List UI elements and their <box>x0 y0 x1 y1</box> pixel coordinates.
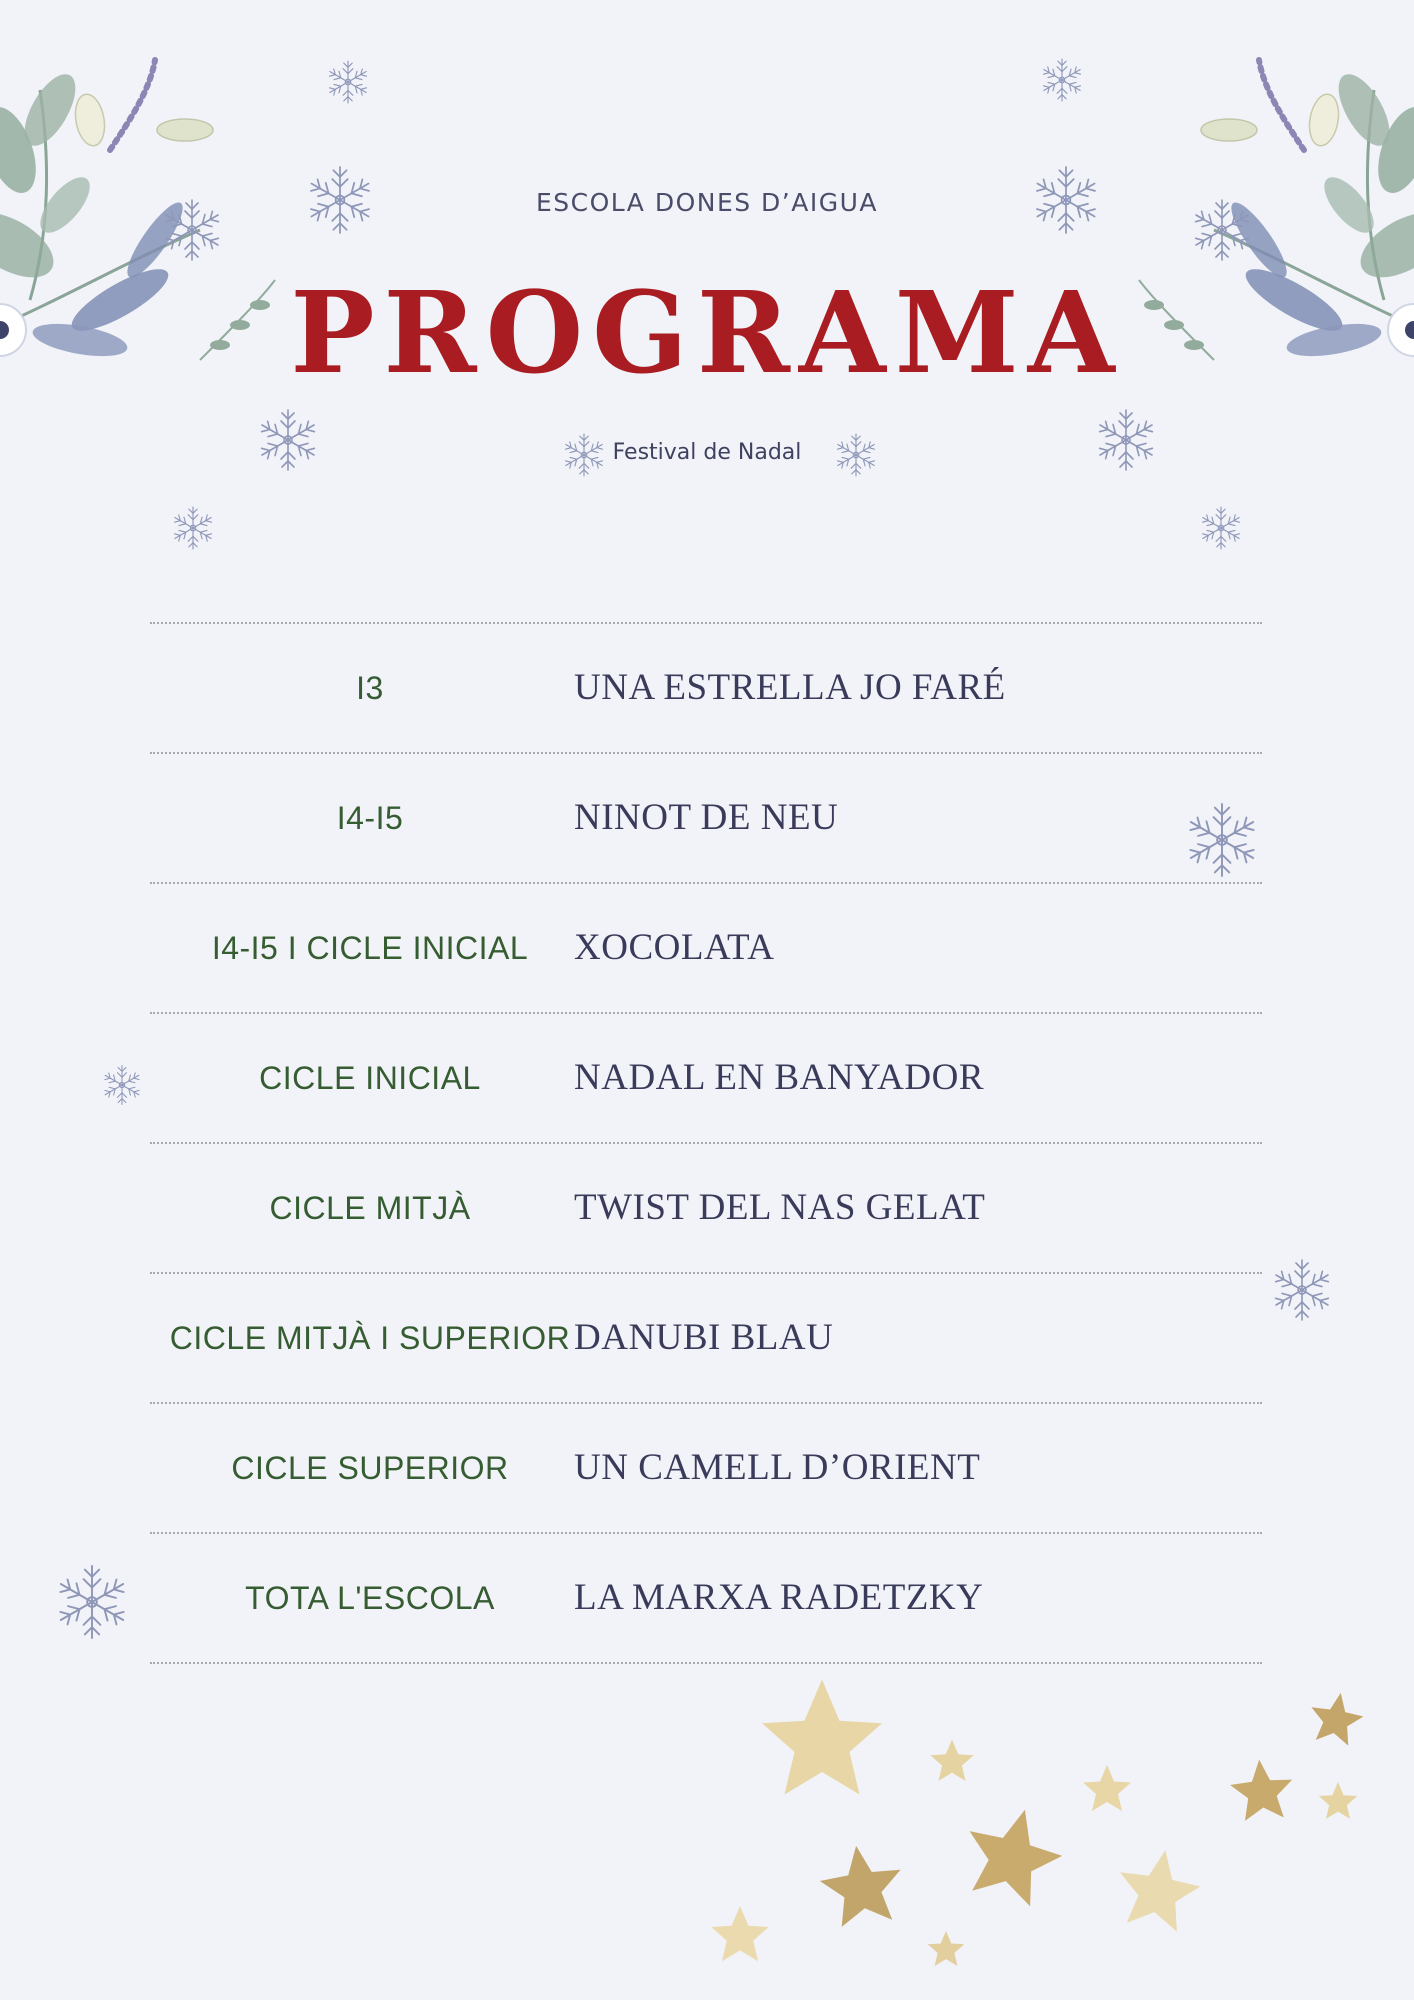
song-title: NADAL EN BANYADOR <box>574 1057 985 1098</box>
performer-group: CICLE SUPERIOR <box>231 1450 509 1486</box>
song-title: DANUBI BLAU <box>574 1317 834 1358</box>
song-title: TWIST DEL NAS GELAT <box>574 1187 986 1228</box>
performer-group: CICLE MITJÀ I SUPERIOR <box>169 1320 571 1356</box>
song-title: UN CAMELL D’ORIENT <box>574 1447 981 1488</box>
song-title: NINOT DE NEU <box>574 797 839 838</box>
program-row <box>150 1404 1262 1534</box>
performer-group: CICLE MITJÀ <box>269 1190 471 1226</box>
performer-group: I4-I5 I CICLE INICIAL <box>211 930 529 966</box>
program-row <box>150 1274 1262 1404</box>
performer-group: CICLE INICIAL <box>259 1060 481 1096</box>
song-title: LA MARXA RADETZKY <box>574 1577 984 1618</box>
performer-group: I3 <box>356 670 384 706</box>
performer-group: TOTA L'ESCOLA <box>245 1580 495 1616</box>
program-row <box>150 884 1262 1014</box>
stars <box>711 1680 1367 1966</box>
program-list <box>150 622 1262 1664</box>
program-row <box>150 754 1262 884</box>
page-subtitle: Festival de Nadal <box>612 440 802 465</box>
song-title: UNA ESTRELLA JO FARÉ <box>574 667 1006 708</box>
school-name: ESCOLA DONES D’AIGUA <box>535 188 879 217</box>
program-row <box>150 1534 1262 1664</box>
page-title: PROGRAMA <box>290 268 1124 399</box>
song-title: XOCOLATA <box>574 927 775 968</box>
program-row <box>150 1014 1262 1144</box>
program-row <box>150 1144 1262 1274</box>
program-row <box>150 624 1262 754</box>
performer-group: I4-I5 <box>336 800 404 836</box>
